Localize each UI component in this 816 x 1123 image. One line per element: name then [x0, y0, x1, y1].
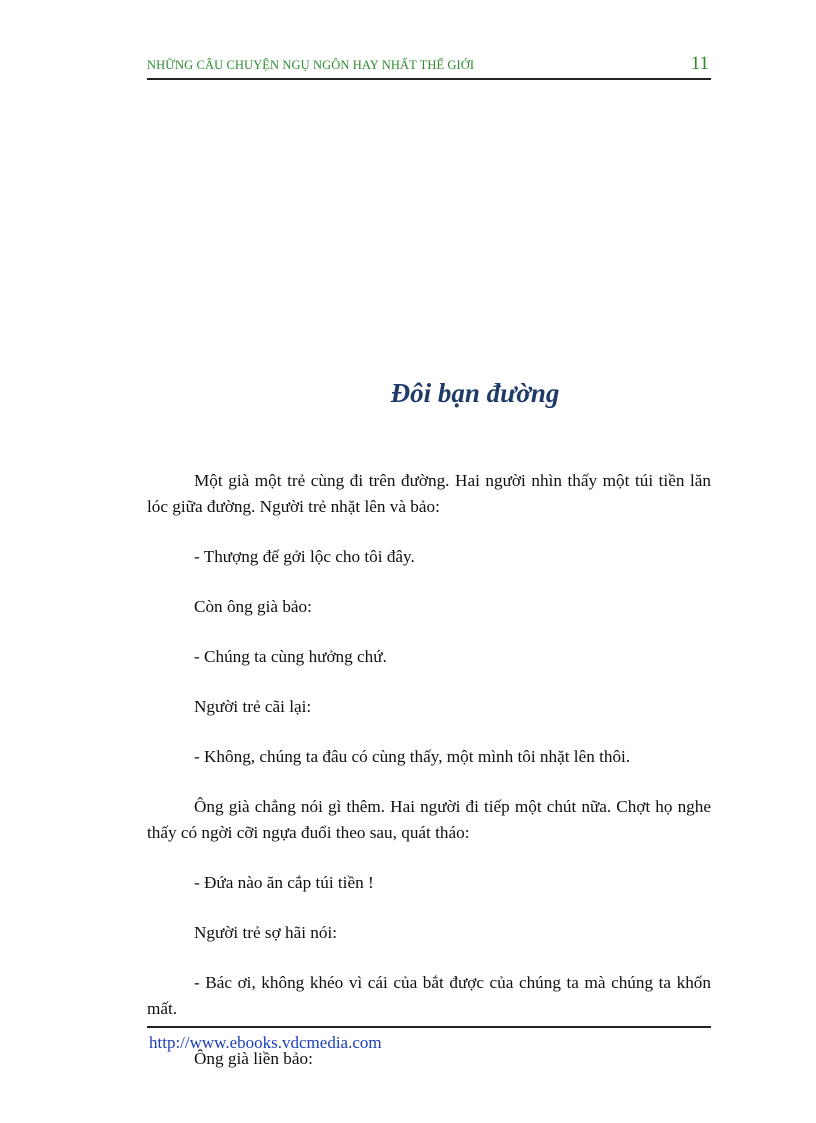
paragraph: Ông già chẳng nói gì thêm. Hai người đi tiếp một chút nữa. Chợt họ nghe thấy có ngời cỡi ngựa đuổi theo sau, quát tháo:: [147, 797, 711, 842]
story-body: [147, 468, 711, 1096]
paragraph: - Chúng ta cùng hưởng chứ.: [194, 647, 387, 666]
paragraph: - Thượng đế gởi lộc cho tôi đây.: [194, 547, 415, 566]
paragraph: Người trẻ sợ hãi nói:: [194, 923, 338, 942]
paragraph: - Bác ơi, không khéo vì cái của bắt được của chúng ta mà chúng ta khốn mất.: [147, 973, 711, 1018]
book-title: NHỮNG CÂU CHUYỆN NGỤ NGÔN HAY NHẤT THẾ GIỚI: [147, 58, 475, 72]
story-title: Đôi bạn đường: [390, 378, 560, 408]
paragraph: Người trẻ cãi lại:: [194, 697, 312, 716]
paragraph: - Đứa nào ăn cắp túi tiền !: [194, 873, 374, 892]
footer-link[interactable]: http://www.ebooks.vdcmedia.com: [149, 1033, 382, 1052]
paragraph: Một già một trẻ cùng đi trên đường. Hai người nhìn thấy một túi tiền lăn lóc giữa đường. Người trẻ nhặt lên và bảo:: [147, 471, 711, 516]
footer-divider: [147, 1026, 711, 1028]
paragraph: - Không, chúng ta đâu có cùng thấy, một mình tôi nhặt lên thôi.: [194, 747, 631, 766]
page-header: [147, 52, 711, 80]
paragraph: Còn ông già bảo:: [194, 597, 312, 616]
page-number: 11: [690, 53, 709, 74]
paragraph: Ông già liền bảo:: [194, 1049, 313, 1068]
